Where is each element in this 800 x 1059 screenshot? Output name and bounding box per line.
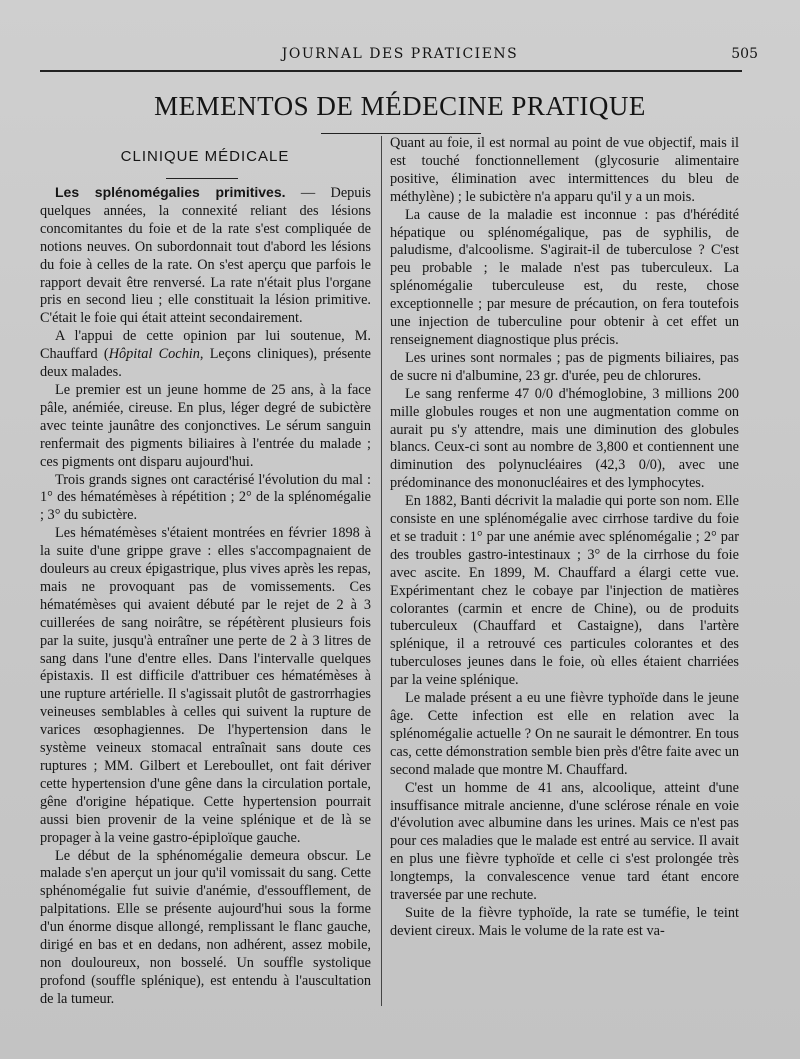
page-title: MEMENTOS DE MÉDECINE PRATIQUE: [154, 91, 646, 121]
paragraph-text: , Leçons cliniques), présente deux malades.: [40, 346, 372, 381]
header-rule: [40, 70, 742, 72]
paragraph: Quant au foie, il est normal au point de vue objectif, mais il est touché fonctionnellement (glycosurie alimentaire positive, élimination avec intermittences du bleu de méthylène) ; le subictère n'a apparu qu'il y a un mois.: [390, 135, 739, 205]
paragraph-lead: Les splénomégalies primitives.: [55, 184, 286, 200]
paragraph: Trois grands signes ont caractérisé l'évolution du mal : 1° des hématémèses à répétition ; 2° de la splénomégalie ; 3° du subictère.: [40, 471, 371, 524]
paragraph: La cause de la maladie est inconnue : pas d'hérédité hépatique ou splénomégalique, pas de syphilis, de paludisme, d'alcoolisme. S'agirait-il de tuberculose ? C'est peu probable ; le malade n'est pas tuberculeux. La splénomégalie tuberculeuse est, du reste, chose exceptionnelle ; par mesure de précaution, on fera toutefois une injection de tuberculine pour obtenir à cet effet un renseignement diagnostique plus précis.: [390, 206, 739, 348]
italic-citation: Hôpital Cochin: [108, 346, 200, 363]
right-column: [390, 135, 739, 941]
paragraph: Le début de la sphénomégalie demeura obscur. Le malade s'en aperçut un jour qu'il vomissait du sang. Cette sphénomégalie fut suivie d'anémie, d'essoufflement, de palpitations. Elle se présente aujourd'hui sous la forme d'un énorme disque allongé, remplissant le flanc gauche, dirigé en bas et en dedans, non adhérent, assez mobile, non douloureux, non bosselé. Un souffle systolique profond (souffle splénique), est entendu à l'auscultation de la tumeur.: [40, 847, 371, 1007]
section-rule: [166, 178, 238, 179]
running-head: [0, 46, 800, 66]
page-number: 505: [731, 46, 758, 62]
title-rule: [321, 133, 481, 134]
paragraph: Le sang renferme 47 0/0 d'hémoglobine, 3 millions 200 mille globules rouges et non une augmentation comme on aurait pu s'y attendre, mais une diminution des globules blancs. Ceux-ci sont au nombre de 3,800 et contiennent une diminution des polynucléaires (42,3 0/0), avec une prédominance des mononucléaires et des lymphocytes.: [390, 385, 739, 492]
paragraph-text: — Depuis quelques années, la connexité reliant des lésions concomitantes du foie et de la rate s'est compliquée de notions neuves. On subordonnait tout d'abord les lésions du foie à celles de la rate. On s'est aperçu que parfois le rapport devait être renversé. La rate n'était plus l'organe pris en second lieu ; elle constituait la lésion primitive. C'était le foie qui était atteint secondairement.: [40, 185, 371, 327]
paragraph: Les urines sont normales ; pas de pigments biliaires, pas de sucre ni d'albumine, 23 gr. d'urée, peu de chlorures.: [390, 349, 739, 384]
paragraph-text: A l'appui de cette opinion par lui soutenue, M. Chauffard (: [40, 328, 371, 363]
left-column: [40, 184, 371, 1009]
paragraph: Le premier est un jeune homme de 25 ans, à la face pâle, anémiée, cireuse. En plus, léger degré de subictère avec teinte jaunâtre des conjonctives. Le sérum sanguin renfermait des pigments biliaires à l'entrée du malade ; ces pigments ont disparu aujourd'hui.: [40, 381, 371, 470]
paragraph: Suite de la fièvre typhoïde, la rate se tuméfie, le teint devient cireux. Mais le volume de la rate est va-: [390, 904, 739, 939]
section-heading: CLINIQUE MÉDICALE: [120, 148, 290, 165]
paragraph: [40, 184, 371, 328]
paragraph: C'est un homme de 41 ans, alcoolique, atteint d'une insuffisance mitrale ancienne, d'une sclérose rénale en voie d'évolution avec albumine dans les urines. Mais ce n'est pas pour ces maladies que le malade est entré au service. Il avait en plus une fièvre typhoïde et celle ci s'est prolongée très longtemps, la convalescence venue tard étant encore traversée par une rechute.: [390, 779, 739, 904]
paragraph: Les hématémèses s'étaient montrées en février 1898 à la suite d'une grippe grave : elles s'accompagnaient de douleurs au creux épigastrique, plus vives après les repas, mais ne provoquant pas de vomissements. Ces hématémèses qui avaient débuté par le rejet de 2 à 3 cuillerées de sang noirâtre, se répétèrent plusieurs fois par la suite, jusqu'à entraîner une perte de 2 à 3 litres de sang dans l'une d'entre elles. Dans l'intervalle quelques épistaxis. Il est difficile d'attribuer ces hématémèses à une rupture artérielle. Il s'agissait plutôt de gastrorrhagies veineuses semblables à celles qui suivent la rupture de varices œsophagiennes. De l'hypertension dans le système veineux stomacal entraînait sans doute ces ruptures ; MM. Gilbert et Lereboullet, ont fait dériver cette hypertension d'une gêne dans la circulation portale, gêne d'origine hépatique. Cette hypertension pourrait aussi bien provenir de la veine splénique et de là se propager à la veine gastro-épiploïque gauche.: [40, 525, 371, 846]
paragraph: [40, 328, 371, 382]
paragraph: En 1882, Banti décrivit la maladie qui porte son nom. Elle consiste en une splénomégalie avec cirrhose tardive du foie et se traduit : 1° par une anémie avec splénomégalie ; 2° par des troubles gastro-intestinaux ; 3° de la cirrhose du foie avec ascite. En 1899, M. Chauffard a élargi cette vue. Expérimentant chez le cobaye par l'injection de matières colorantes (carmin et encre de Chine), ou de produits tuberculeux (Chauffard et Castaigne), dans l'artère splénique, il a retrouvé ces particules colorantes et des tuberculoses jeunes dans le foie, où elles étaient charriées par la veine splénique.: [390, 493, 739, 689]
paragraph: Le malade présent a eu une fièvre typhoïde dans le jeune âge. Cette infection est elle en relation avec la splénomégalie actuelle ? On ne saurait le démontrer. En tous cas, cette démonstration semble bien près d'être faite avec un second malade que montre M. Chauffard.: [390, 690, 739, 778]
column-divider: [381, 136, 382, 1006]
journal-title: JOURNAL DES PRATICIENS: [281, 46, 519, 62]
